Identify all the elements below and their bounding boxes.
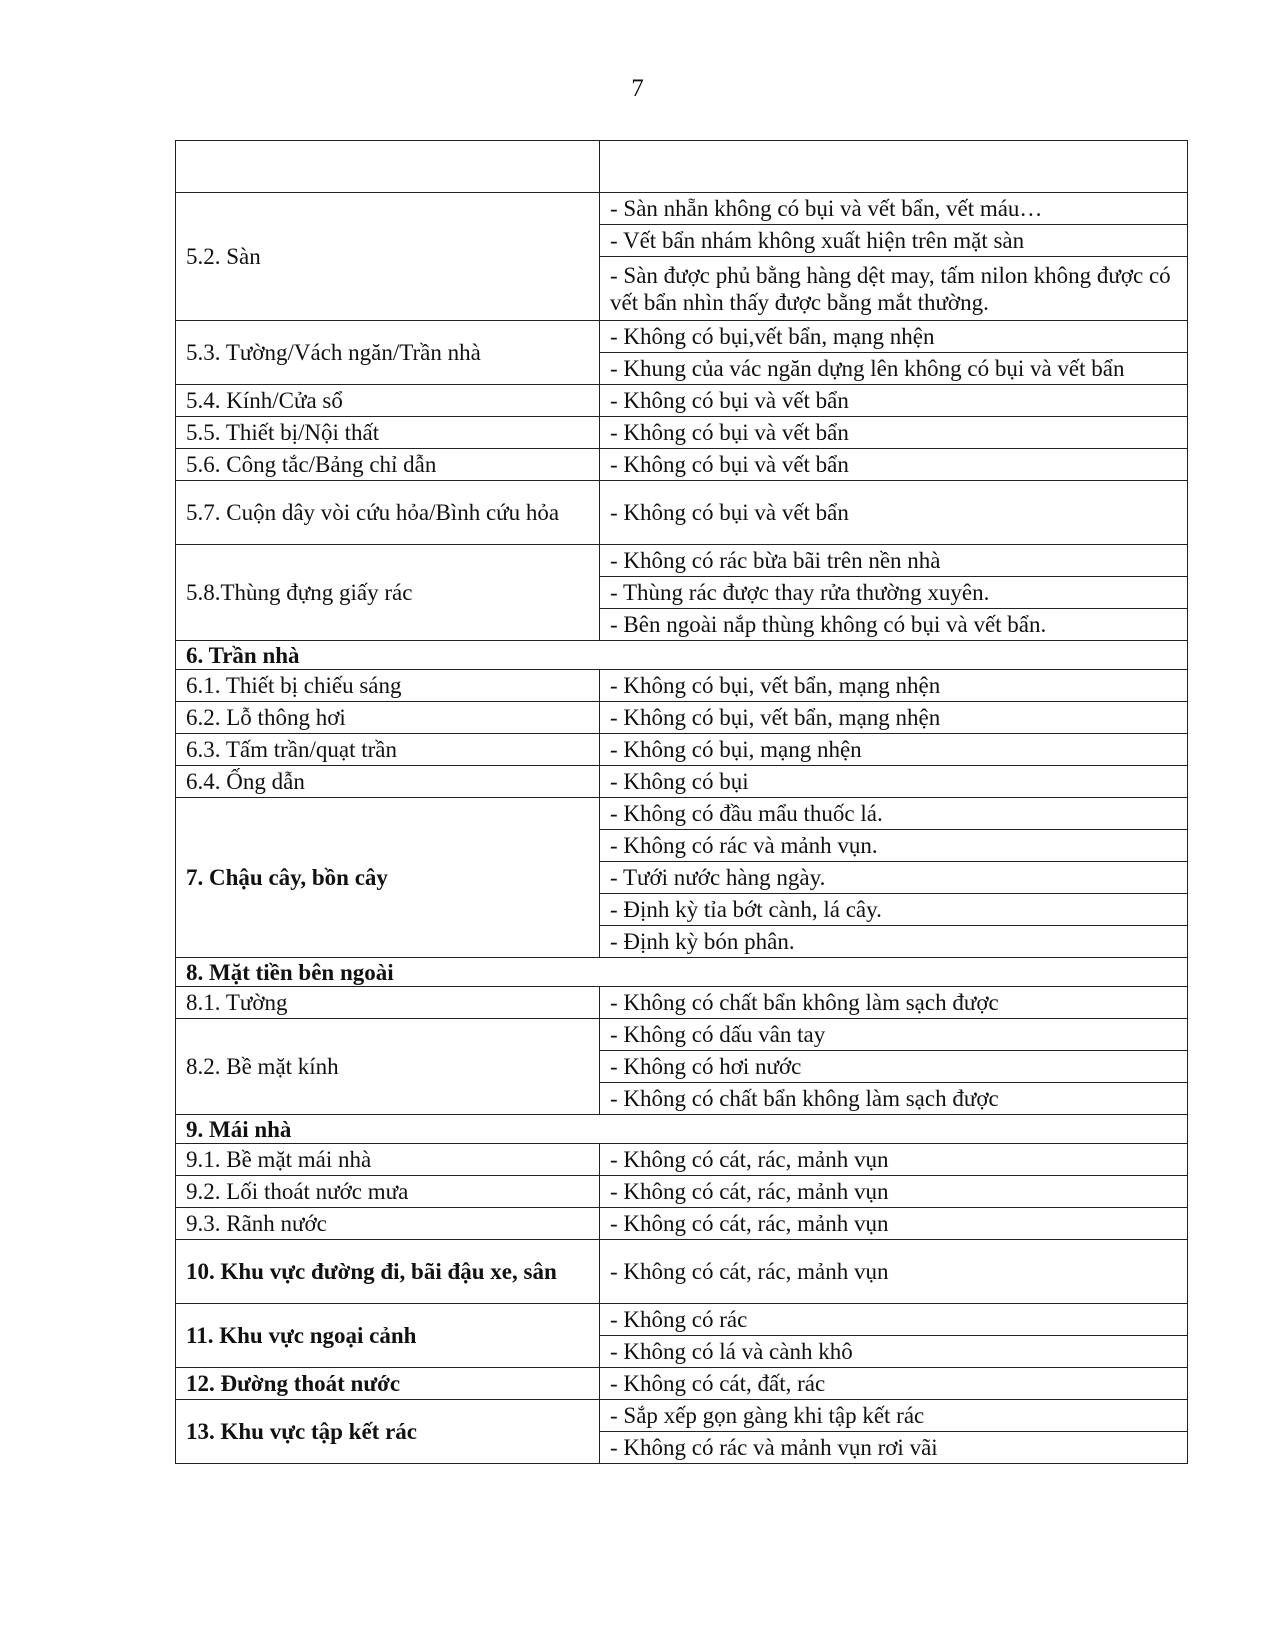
area-label: 5.2. Sàn: [176, 193, 600, 321]
criterion: - Không có bụi, vết bẩn, mạng nhện: [600, 702, 1188, 734]
area-label: 9.1. Bề mặt mái nhà: [176, 1144, 600, 1176]
criterion: - Không có cát, đất, rác: [600, 1368, 1188, 1400]
criterion: - Khung của vác ngăn dựng lên không có bụi và vết bẩn: [600, 353, 1188, 385]
area-label: 5.6. Công tắc/Bảng chỉ dẫn: [176, 449, 600, 481]
table-row: [176, 766, 1188, 798]
area-label: 12. Đường thoát nước: [176, 1368, 600, 1400]
area-label: 5.3. Tường/Vách ngăn/Trần nhà: [176, 321, 600, 385]
criterion: - Không có hơi nước: [600, 1051, 1188, 1083]
table-row: [176, 1208, 1188, 1240]
criterion: - Định kỳ tỉa bớt cành, lá cây.: [600, 894, 1188, 926]
empty-cell: [600, 141, 1188, 193]
criterion: - Định kỳ bón phân.: [600, 926, 1188, 958]
section-title: 8. Mặt tiền bên ngoài: [176, 958, 1188, 987]
criterion: - Không có cát, rác, mảnh vụn: [600, 1176, 1188, 1208]
criterion: - Không có bụi,vết bẩn, mạng nhện: [600, 321, 1188, 353]
area-label: 8.1. Tường: [176, 987, 600, 1019]
section-row: [176, 958, 1188, 987]
empty-cell: [176, 141, 600, 193]
criterion: - Không có chất bẩn không làm sạch được: [600, 1083, 1188, 1115]
criterion: - Không có cát, rác, mảnh vụn: [600, 1144, 1188, 1176]
criterion: - Không có bụi, vết bẩn, mạng nhện: [600, 670, 1188, 702]
table-row: [176, 1144, 1188, 1176]
table-row: [176, 702, 1188, 734]
criterion: - Không có rác: [600, 1304, 1188, 1336]
table-row: [176, 141, 1188, 193]
table-row: [176, 417, 1188, 449]
area-label: 11. Khu vực ngoại cảnh: [176, 1304, 600, 1368]
area-label: 5.4. Kính/Cửa sổ: [176, 385, 600, 417]
criterion: - Không có bụi và vết bẩn: [600, 449, 1188, 481]
area-label: 9.3. Rãnh nước: [176, 1208, 600, 1240]
area-label: 5.8.Thùng đựng giấy rác: [176, 545, 600, 641]
area-label: 9.2. Lối thoát nước mưa: [176, 1176, 600, 1208]
table-row: [176, 545, 1188, 577]
page-number: 7: [631, 75, 644, 102]
table-row: [176, 321, 1188, 353]
section-title: 9. Mái nhà: [176, 1115, 1188, 1144]
criterion: - Không có đầu mẩu thuốc lá.: [600, 798, 1188, 830]
criterion: - Không có lá và cành khô: [600, 1336, 1188, 1368]
table-row: [176, 1176, 1188, 1208]
area-label: 6.3. Tấm trần/quạt trần: [176, 734, 600, 766]
criterion: - Thùng rác được thay rửa thường xuyên.: [600, 577, 1188, 609]
criterion: - Tưới nước hàng ngày.: [600, 862, 1188, 894]
criterion: - Không có rác và mảnh vụn rơi vãi: [600, 1432, 1188, 1464]
criterion: - Sàn nhẵn không có bụi và vết bẩn, vết máu…: [600, 193, 1188, 225]
table-row: [176, 1019, 1188, 1051]
criterion: - Không có rác bừa bãi trên nền nhà: [600, 545, 1188, 577]
table-row: [176, 449, 1188, 481]
criterion: - Không có bụi: [600, 766, 1188, 798]
area-label: 6.2. Lỗ thông hơi: [176, 702, 600, 734]
criterion: - Vết bẩn nhám không xuất hiện trên mặt sàn: [600, 225, 1188, 257]
section-row: [176, 1115, 1188, 1144]
table-row: [176, 385, 1188, 417]
section-title: 6. Trần nhà: [176, 641, 1188, 670]
criterion: - Không có bụi và vết bẩn: [600, 385, 1188, 417]
criterion: - Bên ngoài nắp thùng không có bụi và vết bẩn.: [600, 609, 1188, 641]
cleaning-standards-table: [175, 140, 1188, 1464]
criterion: - Sắp xếp gọn gàng khi tập kết rác: [600, 1400, 1188, 1432]
section-row: [176, 641, 1188, 670]
criterion: - Sàn được phủ bằng hàng dệt may, tấm nilon không được có vết bẩn nhìn thấy được bằng mắt thường.: [600, 257, 1188, 321]
criterion: - Không có dấu vân tay: [600, 1019, 1188, 1051]
area-label: 10. Khu vực đường đi, bãi đậu xe, sân: [176, 1240, 600, 1304]
table-row: [176, 1400, 1188, 1432]
area-label: 5.5. Thiết bị/Nội thất: [176, 417, 600, 449]
table-row: [176, 1304, 1188, 1336]
criterion: - Không có rác và mảnh vụn.: [600, 830, 1188, 862]
criterion: - Không có chất bẩn không làm sạch được: [600, 987, 1188, 1019]
area-label: 13. Khu vực tập kết rác: [176, 1400, 600, 1464]
table-row: [176, 481, 1188, 545]
table-row: [176, 193, 1188, 225]
table-row: [176, 1240, 1188, 1304]
criterion: - Không có bụi và vết bẩn: [600, 481, 1188, 545]
table-row: [176, 1368, 1188, 1400]
table-row: [176, 670, 1188, 702]
criterion: - Không có cát, rác, mảnh vụn: [600, 1208, 1188, 1240]
criterion: - Không có cát, rác, mảnh vụn: [600, 1240, 1188, 1304]
table-row: [176, 734, 1188, 766]
criterion: - Không có bụi, mạng nhện: [600, 734, 1188, 766]
area-label: 5.7. Cuộn dây vòi cứu hỏa/Bình cứu hỏa: [176, 481, 600, 545]
area-label: 6.4. Ống dẫn: [176, 766, 600, 798]
criterion: - Không có bụi và vết bẩn: [600, 417, 1188, 449]
table-row: [176, 987, 1188, 1019]
table-row: [176, 798, 1188, 830]
area-label: 7. Chậu cây, bồn cây: [176, 798, 600, 958]
area-label: 6.1. Thiết bị chiếu sáng: [176, 670, 600, 702]
area-label: 8.2. Bề mặt kính: [176, 1019, 600, 1115]
